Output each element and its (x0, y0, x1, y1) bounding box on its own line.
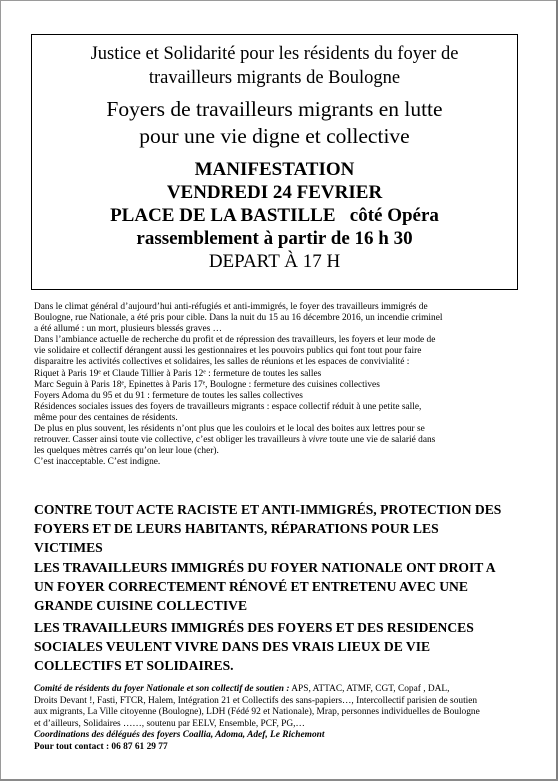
supporters-line: Droits Devant !, Fasti, FTCR, Halem, Intégration 21 et Collectifs des sans-papiers…, Intercollectif parisien de soutien (34, 695, 478, 706)
body-line: Marc Seguin à Paris 18ᵉ, Epinettes à Paris 17ᵉ, Boulogne : fermeture des cuisines collectives (34, 379, 380, 390)
body-line: a été allumé : un mort, plusieurs blessés graves … (34, 324, 222, 335)
footer-supporters (34, 684, 526, 754)
demand-line: FOYERS ET DE LEURS HABITANTS, RÉPARATIONS POUR LES (34, 521, 439, 536)
departure-time: DEPART À 17 H (208, 251, 341, 272)
demand-line: VICTIMES (34, 540, 103, 555)
demand-block-1 (34, 500, 526, 557)
body-line: De plus en plus souvent, les résidents n’ont plus que les couloirs et le local des boites aux lettres pour se (34, 424, 425, 435)
subtitle-line-1: Foyers de travailleurs migrants en lutte (106, 97, 443, 121)
contact-phone: : 06 87 61 29 77 (103, 741, 168, 752)
supporters-line: et d’ailleurs, Solidaires ……, soutenu par EELV, Ensemble, PCF, PG,… (34, 718, 305, 729)
title-line-1: Justice et Solidarité pour les résidents du foyer de (90, 44, 459, 64)
demand-block-3 (34, 618, 526, 675)
body-line-part: retrouver. Casser ainsi toute vie collective, c’est obliger les travailleurs à (34, 435, 307, 446)
demand-line: COLLECTIFS ET SOLIDAIRES. (34, 658, 234, 673)
title-line-2: travailleurs migrants de Boulogne (148, 68, 401, 88)
demand-block-2 (34, 558, 526, 615)
demand-line: CONTRE TOUT ACTE RACISTE ET ANTI-IMMIGRÉS, PROTECTION DES (34, 502, 502, 517)
event-place (32, 204, 517, 227)
committee-members: APS, ATTAC, ATMF, CGT, Copaf , DAL, (289, 684, 450, 694)
body-line: même pour des centaines de résidents. (34, 412, 178, 423)
body-line-part: toute une vie de salarié dans (327, 435, 436, 446)
body-text (34, 302, 522, 468)
supporters-line: aux migrants, La Ville citoyenne (Boulogne), LDH (Fédé 92 et Nationale), Mrap, personnes individuelles de Boulogne (34, 707, 480, 718)
body-line: disparaitre les activités collectives et solidaires, les salles de réunions et les espaces de convivialité : (34, 357, 410, 368)
body-line: vie solidaire et collectif dérangent aussi les gestionnaires et les pouvoirs publics qui font tout pour faire (34, 346, 422, 357)
body-line: Boulogne, rue Nationale, a été pris pour cible. Dans la nuit du 15 au 16 décembre 2016, un incendie criminel (34, 313, 443, 324)
committee-label: Comité de résidents du foyer Nationale et son collectif de soutien : (34, 684, 290, 694)
contact-line (34, 742, 526, 754)
header-box (31, 34, 518, 290)
demand-line: LES TRAVAILLEURS IMMIGRÉS DU FOYER NATIONALE ONT DROIT A (34, 560, 496, 575)
body-line: Résidences sociales issues des foyers de travailleurs migrants : espace collectif réduit à une petite salle, (34, 401, 422, 412)
contact-label: Pour tout contact (34, 741, 104, 752)
coordination-line: Coordinations des délégués des foyers Coallia, Adoma, Adef, Le Richemont (34, 730, 325, 741)
subtitle-line-2: pour une vie digne et collective (139, 124, 410, 148)
event-date: VENDREDI 24 FEVRIER (166, 182, 383, 203)
body-line: Dans l’ambiance actuelle de recherche du profit et de répression des travailleurs, les foyers et leur mode de (34, 335, 436, 346)
demand-line: GRANDE CUISINE COLLECTIVE (34, 598, 248, 613)
body-line: C’est inacceptable. C’est indigne. (34, 457, 161, 468)
body-line-emphasis: vivre (308, 435, 328, 446)
demand-line: SOCIALES VEULENT VIVRE DANS DES VRAIS LIEUX DE VIE (34, 639, 431, 654)
event-heading: MANIFESTATION (194, 159, 355, 180)
place-name: PLACE DE LA BASTILLE (110, 205, 336, 226)
body-line: Dans le climat général d’aujourd’hui anti-réfugiés et anti-immigrés, le foyer des travailleurs immigrés de (34, 302, 428, 312)
demand-line: LES TRAVAILLEURS IMMIGRÉS DES FOYERS ET DES RESIDENCES (34, 620, 474, 635)
body-line: les quelques mètres carrés qu’on leur loue (cher). (34, 446, 219, 457)
body-line: Foyers Adoma du 95 et du 91 : fermeture de toutes les salles collectives (34, 390, 303, 401)
gathering-time: rassemblement à partir de 16 h 30 (136, 228, 413, 249)
body-line: Riquet à Paris 19ᵉ et Claude Tillier à Paris 12ᵉ : fermeture de toutes les salles (34, 368, 322, 379)
place-side: côté Opéra (349, 205, 439, 226)
committee-line (34, 684, 526, 696)
demand-line: UN FOYER CORRECTEMENT RÉNOVÉ ET ENTRETENU AVEC UNE (34, 579, 468, 594)
body-line (34, 435, 522, 446)
